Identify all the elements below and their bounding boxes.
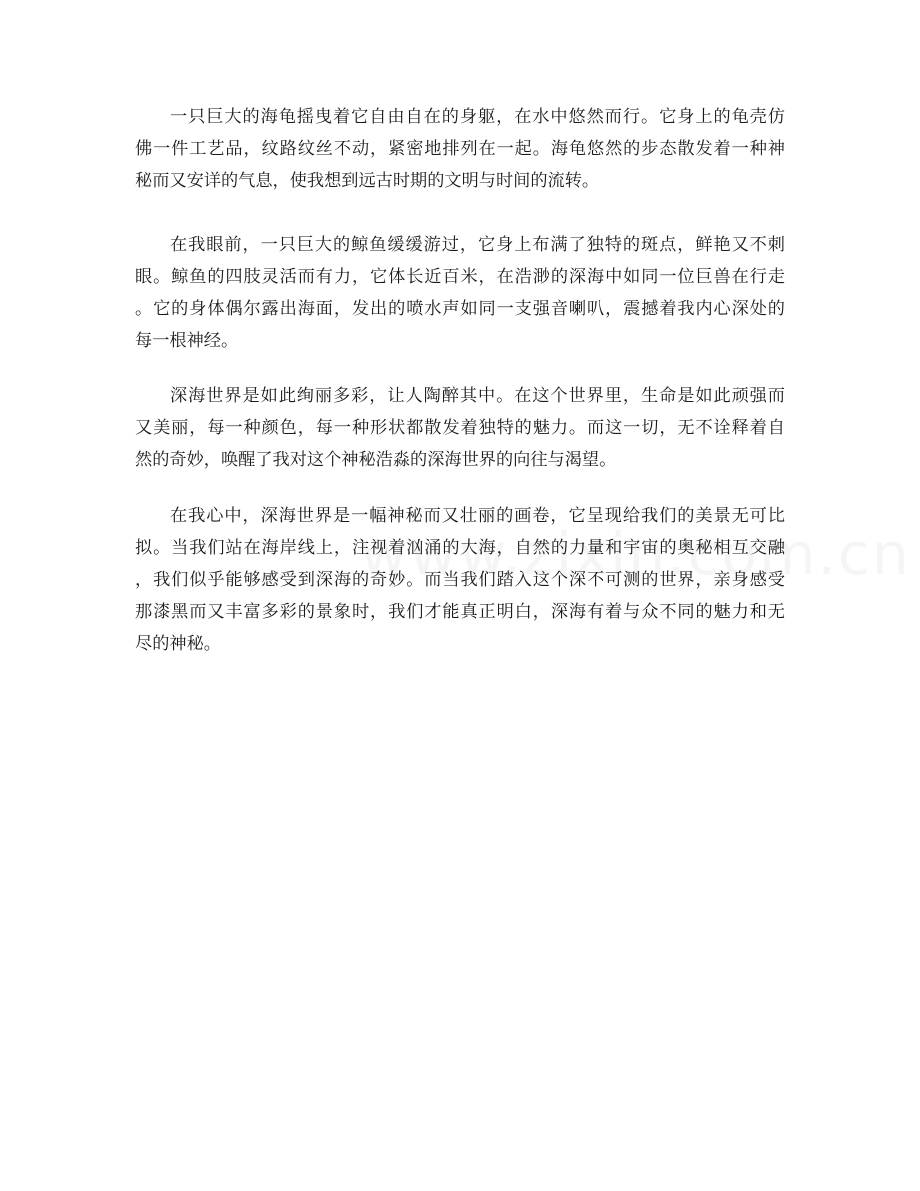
paragraph-line: ，我们似乎能够感受到深海的奇妙。而当我们踏入这个深不可测的世界，亲身感受 bbox=[135, 570, 785, 590]
paragraph-line: 那漆黑而又丰富多彩的景象时，我们才能真正明白，深海有着与众不同的魅力和无 bbox=[135, 602, 785, 622]
paragraph-line: 然的奇妙，唤醒了我对这个神秘浩淼的深海世界的向往与渴望。 bbox=[135, 450, 617, 470]
paragraph-sea-turtle bbox=[135, 101, 785, 197]
paragraph-line: 秘而又安详的气息，使我想到远古时期的文明与时间的流转。 bbox=[135, 171, 600, 191]
paragraph-line: 在我心中，深海世界是一幅神秘而又壮丽的画卷，它呈现给我们的美景无可比 bbox=[170, 506, 785, 526]
paragraph-whale bbox=[135, 229, 785, 357]
paragraph-line: 每一根神经。 bbox=[135, 331, 239, 351]
paragraph-line: 拟。当我们站在海岸线上，注视着汹涌的大海，自然的力量和宇宙的奥秘相互交融 bbox=[135, 538, 785, 558]
paragraph-line: 佛一件工艺品，纹路纹丝不动，紧密地排列在一起。海龟悠然的步态散发着一种神 bbox=[135, 139, 785, 159]
paragraph-line: 眼。鲸鱼的四肢灵活而有力，它体长近百米，在浩渺的深海中如同一位巨兽在行走 bbox=[135, 267, 785, 287]
paragraph-line: 尽的神秘。 bbox=[135, 634, 221, 654]
watermark-text bbox=[360, 520, 911, 588]
paragraph-line: 在我眼前，一只巨大的鲸鱼缓缓游过，它身上布满了独特的斑点，鲜艳又不刺 bbox=[170, 235, 785, 255]
paragraph-line: 深海世界是如此绚丽多彩，让人陶醉其中。在这个世界里，生命是如此顽强而 bbox=[170, 386, 785, 406]
paragraph-deep-sea-world bbox=[135, 380, 785, 476]
paragraph-line: 一只巨大的海龟摇曳着它自由自在的身躯，在水中悠然而行。它身上的龟壳仿 bbox=[170, 107, 785, 127]
paragraph-line: 。它的身体偶尔露出海面，发出的喷水声如同一支强音喇叭，震撼着我内心深处的 bbox=[135, 299, 785, 319]
paragraph-line: 又美丽，每一种颜色，每一种形状都散发着独特的魅力。而这一切，无不诠释着自 bbox=[135, 418, 785, 438]
